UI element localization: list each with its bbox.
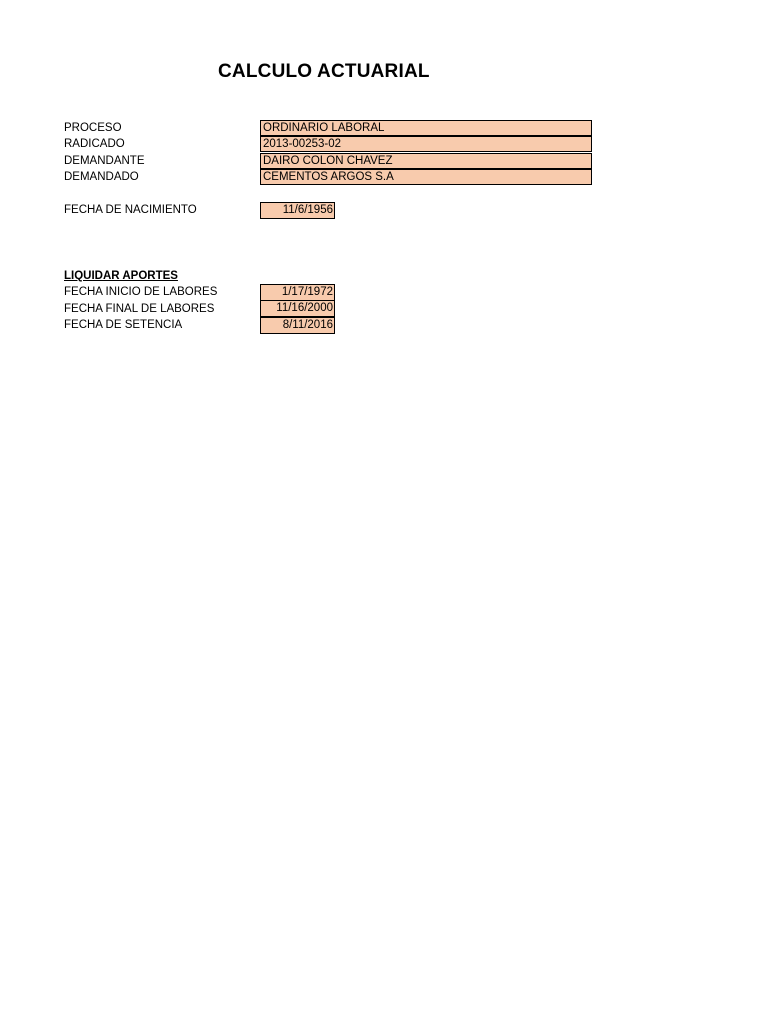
page-title: CALCULO ACTUARIAL [218,61,430,82]
radicado-label: RADICADO [64,138,125,150]
proceso-value-cell[interactable]: ORDINARIO LABORAL [260,120,592,136]
fecha-final-value-cell[interactable]: 11/16/2000 [260,300,335,317]
fecha-inicio-label: FECHA INICIO DE LABORES [64,286,218,298]
demandado-label: DEMANDADO [64,171,139,183]
liquidar-aportes-heading: LIQUIDAR APORTES [64,270,178,282]
demandante-value-cell[interactable]: DAIRO COLON CHAVEZ [260,153,592,169]
fecha-final-label: FECHA FINAL DE LABORES [64,303,215,315]
fecha-nacimiento-label: FECHA DE NACIMIENTO [64,204,197,216]
fecha-sentencia-value-cell[interactable]: 8/11/2016 [260,317,335,334]
fecha-inicio-value-cell[interactable]: 1/17/1972 [260,284,335,301]
radicado-value-cell[interactable]: 2013-00253-02 [260,136,592,152]
demandado-value-cell[interactable]: CEMENTOS ARGOS S.A [260,169,592,185]
fecha-sentencia-label: FECHA DE SETENCIA [64,319,183,331]
proceso-label: PROCESO [64,122,122,134]
demandante-label: DEMANDANTE [64,155,145,167]
fecha-nacimiento-value-cell[interactable]: 11/6/1956 [260,202,335,219]
